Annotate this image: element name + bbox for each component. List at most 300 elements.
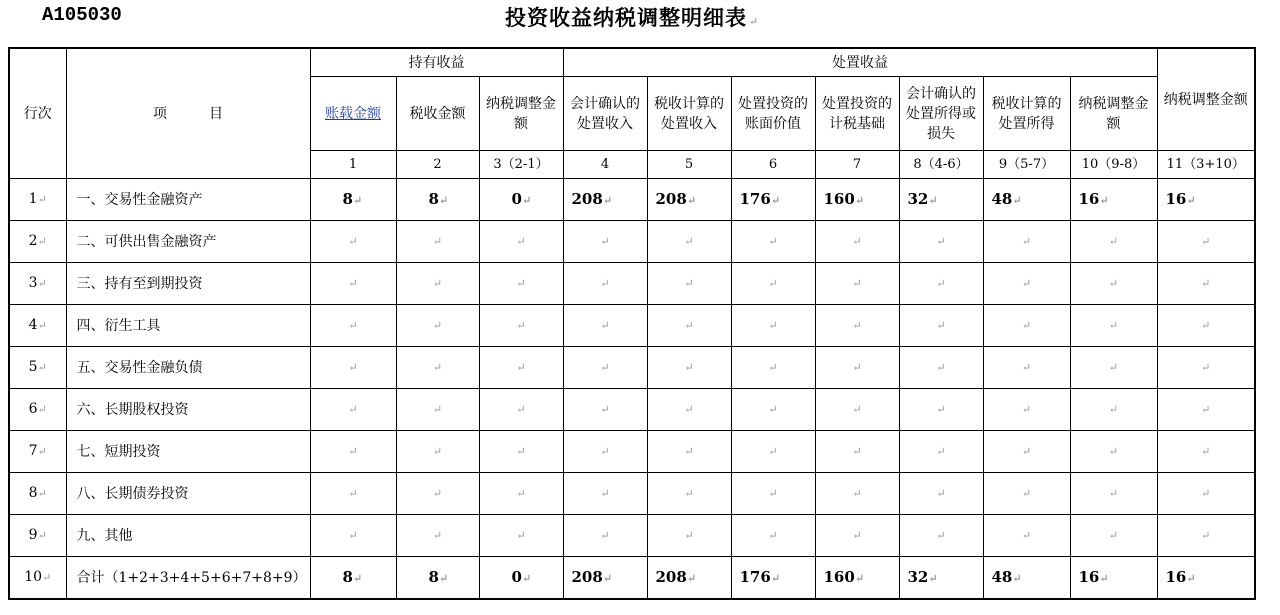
paragraph-mark: ↵: [348, 403, 358, 416]
paragraph-mark: ↵: [936, 319, 946, 332]
row-number: 2↵: [9, 221, 66, 263]
value-cell[interactable]: [310, 473, 396, 515]
paragraph-mark: ↵: [684, 529, 694, 542]
column-header-label: 处置投资的计税基础: [822, 95, 892, 132]
paragraph-mark: ↵: [1201, 277, 1211, 290]
paragraph-mark: ↵: [37, 235, 47, 248]
paragraph-mark: ↵: [1201, 445, 1211, 458]
value-cell[interactable]: 16↵: [1157, 557, 1255, 600]
value-cell[interactable]: [983, 515, 1070, 557]
paragraph-mark: ↵: [768, 277, 778, 290]
table-row: [9, 389, 1255, 431]
value-cell[interactable]: [899, 431, 983, 473]
value-cell[interactable]: 48↵: [983, 179, 1070, 221]
paragraph-mark: ↵: [1201, 403, 1211, 416]
value-cell[interactable]: 176↵: [731, 557, 815, 600]
value-cell[interactable]: [899, 347, 983, 389]
value-cell[interactable]: [1070, 431, 1157, 473]
paragraph-mark: ↵: [37, 445, 47, 458]
paragraph-mark: ↵: [1021, 235, 1032, 248]
table-row: [9, 305, 1255, 347]
column-header-1: [310, 77, 396, 151]
value-cell[interactable]: [731, 515, 815, 557]
row-item-label: 二、可供出售金融资产: [66, 221, 310, 263]
value-cell[interactable]: [815, 515, 899, 557]
column-header-label: 纳税调整金额: [486, 95, 556, 132]
value-cell[interactable]: [310, 431, 396, 473]
row-item-label: 八、长期债券投资: [66, 473, 310, 515]
column-header-label: 税收金额: [409, 105, 466, 122]
value-cell[interactable]: [815, 389, 899, 431]
table-row: [9, 557, 1255, 600]
value-cell[interactable]: 16↵: [1157, 179, 1255, 221]
value-cell[interactable]: [899, 389, 983, 431]
paragraph-mark: ↵: [1099, 193, 1109, 207]
paragraph-mark: ↵: [1186, 571, 1196, 585]
header-row-no: 行次: [9, 48, 66, 179]
paragraph-mark: ↵: [1201, 361, 1211, 374]
value-cell[interactable]: 8↵: [396, 179, 479, 221]
value-cell[interactable]: [396, 305, 479, 347]
paragraph-mark: ↵: [1021, 403, 1032, 416]
value-cell[interactable]: [479, 221, 563, 263]
value-cell[interactable]: [479, 515, 563, 557]
paragraph-mark: ↵: [348, 361, 358, 374]
paragraph-mark: ↵: [852, 403, 862, 416]
header-item: 项 目: [66, 48, 310, 179]
column-header-label: 会计确认的处置收入: [570, 95, 640, 132]
value-cell[interactable]: [563, 305, 647, 347]
value-cell[interactable]: [1157, 389, 1255, 431]
row-number: 3↵: [9, 263, 66, 305]
paragraph-mark: ↵: [1012, 571, 1022, 585]
value-cell[interactable]: [563, 431, 647, 473]
paragraph-mark: ↵: [37, 193, 47, 206]
value-cell[interactable]: [310, 515, 396, 557]
column-number-7: 7: [815, 151, 899, 179]
value-cell[interactable]: [563, 347, 647, 389]
paragraph-mark: ↵: [768, 445, 778, 458]
row-number: 7↵: [9, 431, 66, 473]
paragraph-mark: ↵: [1108, 403, 1119, 416]
paragraph-mark: ↵: [770, 571, 781, 585]
paragraph-mark: ↵: [684, 319, 694, 332]
value-cell[interactable]: [479, 347, 563, 389]
paragraph-mark: ↵: [521, 193, 532, 207]
paragraph-mark: ↵: [602, 193, 613, 207]
value-cell[interactable]: [815, 473, 899, 515]
row-item-label: 七、短期投资: [66, 431, 310, 473]
paragraph-mark: ↵: [852, 319, 862, 332]
column-number-4: 4: [563, 151, 647, 179]
paragraph-mark: ↵: [1021, 277, 1032, 290]
paragraph-mark: ↵: [600, 403, 610, 416]
paragraph-mark: ↵: [1021, 361, 1032, 374]
value-cell[interactable]: [563, 221, 647, 263]
value-cell[interactable]: [396, 263, 479, 305]
value-cell[interactable]: [563, 515, 647, 557]
page-title: [505, 2, 759, 32]
value-cell[interactable]: [731, 347, 815, 389]
paragraph-mark: ↵: [684, 277, 694, 290]
paragraph-mark: ↵: [432, 529, 443, 542]
column-header-3: [479, 77, 563, 151]
value-cell[interactable]: 208↵: [563, 179, 647, 221]
value-cell[interactable]: 208↵: [647, 179, 731, 221]
value-cell[interactable]: [899, 305, 983, 347]
value-cell[interactable]: [815, 431, 899, 473]
paragraph-mark: ↵: [348, 235, 358, 248]
value-cell[interactable]: [310, 305, 396, 347]
value-cell[interactable]: 32↵: [899, 179, 983, 221]
paragraph-mark: ↵: [1021, 445, 1032, 458]
column-header-5: [647, 77, 731, 151]
value-cell[interactable]: [563, 263, 647, 305]
value-cell[interactable]: [731, 473, 815, 515]
value-cell[interactable]: 16↵: [1070, 179, 1157, 221]
value-cell[interactable]: [396, 431, 479, 473]
value-cell[interactable]: [647, 263, 731, 305]
value-cell[interactable]: [1157, 431, 1255, 473]
paragraph-mark: ↵: [684, 361, 694, 374]
row-item-label: 五、交易性金融负债: [66, 347, 310, 389]
column-header-label: 账载金额: [325, 105, 381, 122]
paragraph-mark: ↵: [352, 193, 363, 207]
value-cell[interactable]: [983, 389, 1070, 431]
row-item-label: 六、长期股权投资: [66, 389, 310, 431]
row-number: 4↵: [9, 305, 66, 347]
value-cell[interactable]: [731, 305, 815, 347]
paragraph-mark: ↵: [1108, 487, 1119, 500]
paragraph-mark: ↵: [1108, 361, 1119, 374]
paragraph-mark: ↵: [37, 403, 47, 416]
value-cell[interactable]: [479, 473, 563, 515]
paragraph-mark: ↵: [432, 319, 443, 332]
paragraph-mark: ↵: [1201, 487, 1211, 500]
paragraph-mark: ↵: [770, 193, 781, 207]
paragraph-mark: ↵: [928, 571, 938, 585]
row-number: 8↵: [9, 473, 66, 515]
value-cell[interactable]: [479, 389, 563, 431]
paragraph-mark: ↵: [768, 403, 778, 416]
row-item-label: 四、衍生工具: [66, 305, 310, 347]
paragraph-mark: ↵: [684, 235, 694, 248]
value-cell[interactable]: [983, 305, 1070, 347]
value-cell[interactable]: [899, 473, 983, 515]
paragraph-mark: ↵: [1108, 445, 1119, 458]
row-number: 1↵: [9, 179, 66, 221]
row-item-label: 合计（1+2+3+4+5+6+7+8+9）: [66, 557, 310, 600]
paragraph-mark: ↵: [600, 277, 610, 290]
column-number-9: 9（5-7）: [983, 151, 1070, 179]
value-cell[interactable]: [1070, 515, 1157, 557]
value-cell[interactable]: [899, 263, 983, 305]
value-cell[interactable]: [396, 473, 479, 515]
value-cell[interactable]: [899, 515, 983, 557]
value-cell[interactable]: [1157, 305, 1255, 347]
value-cell[interactable]: [983, 473, 1070, 515]
paragraph-mark: ↵: [686, 571, 697, 585]
table-row: [9, 221, 1255, 263]
paragraph-mark: ↵: [438, 571, 449, 585]
column-number-5: 5: [647, 151, 731, 179]
paragraph-mark: ↵: [516, 487, 526, 500]
value-cell[interactable]: [1070, 347, 1157, 389]
paragraph-mark: ↵: [684, 445, 694, 458]
value-cell[interactable]: [731, 389, 815, 431]
investment-income-tax-adjustment-table: [8, 47, 1256, 600]
paragraph-mark: ↵: [936, 529, 946, 542]
value-cell[interactable]: [396, 515, 479, 557]
value-cell[interactable]: [1157, 263, 1255, 305]
paragraph-mark: ↵: [348, 277, 358, 290]
column-number-10: 10（9-8）: [1070, 151, 1157, 179]
value-cell[interactable]: [396, 389, 479, 431]
value-cell[interactable]: [983, 263, 1070, 305]
value-cell[interactable]: [479, 305, 563, 347]
paragraph-mark: ↵: [432, 235, 443, 248]
table-row: [9, 347, 1255, 389]
paragraph-mark: ↵: [600, 319, 610, 332]
value-cell[interactable]: [1070, 263, 1157, 305]
column-header-label: 会计确认的处置所得或损失: [906, 85, 976, 142]
paragraph-mark: ↵: [1108, 277, 1119, 290]
paragraph-mark: ↵: [600, 529, 610, 542]
paragraph-mark: ↵: [352, 571, 363, 585]
paragraph-mark: ↵: [432, 403, 443, 416]
value-cell[interactable]: [647, 473, 731, 515]
table-row: [9, 263, 1255, 305]
column-header-8: [899, 77, 983, 151]
paragraph-mark: ↵: [516, 235, 526, 248]
row-item-label: 三、持有至到期投资: [66, 263, 310, 305]
paragraph-mark: ↵: [432, 487, 443, 500]
column-header-4: [563, 77, 647, 151]
value-cell[interactable]: [815, 305, 899, 347]
paragraph-mark: ↵: [936, 403, 946, 416]
paragraph-mark: ↵: [854, 571, 865, 585]
header-holding-income: 持有收益: [310, 48, 563, 77]
value-cell[interactable]: [396, 347, 479, 389]
paragraph-mark: ↵: [936, 235, 946, 248]
column-header-label: 纳税调整金额: [1078, 95, 1149, 132]
value-cell[interactable]: 160↵: [815, 179, 899, 221]
value-cell[interactable]: [1070, 389, 1157, 431]
value-cell[interactable]: [983, 431, 1070, 473]
column-header-label: 税收计算的处置收入: [654, 95, 724, 132]
paragraph-mark: ↵: [1201, 319, 1211, 332]
value-cell[interactable]: 160↵: [815, 557, 899, 600]
paragraph-mark: ↵: [852, 235, 862, 248]
value-cell[interactable]: [731, 263, 815, 305]
header-disposal-income: 处置收益: [563, 48, 1157, 77]
column-number-1: 1: [310, 151, 396, 179]
value-cell[interactable]: [310, 263, 396, 305]
paragraph-mark: ↵: [600, 445, 610, 458]
value-cell[interactable]: 16↵: [1070, 557, 1157, 600]
paragraph-mark: ↵: [749, 15, 760, 28]
paragraph-mark: ↵: [854, 193, 865, 207]
paragraph-mark: ↵: [686, 193, 697, 207]
paragraph-mark: ↵: [852, 529, 862, 542]
value-cell[interactable]: [815, 347, 899, 389]
value-cell[interactable]: [647, 305, 731, 347]
row-number: 10↵: [9, 557, 66, 600]
paragraph-mark: ↵: [42, 571, 52, 584]
paragraph-mark: ↵: [37, 361, 47, 374]
value-cell[interactable]: 208↵: [563, 557, 647, 600]
column-number-8: 8（4-6）: [899, 151, 983, 179]
paragraph-mark: ↵: [768, 319, 778, 332]
paragraph-mark: ↵: [936, 487, 946, 500]
paragraph-mark: ↵: [852, 445, 862, 458]
value-cell[interactable]: [647, 389, 731, 431]
value-cell[interactable]: 48↵: [983, 557, 1070, 600]
value-cell[interactable]: [647, 347, 731, 389]
value-cell[interactable]: [731, 431, 815, 473]
value-cell[interactable]: [815, 221, 899, 263]
paragraph-mark: ↵: [348, 319, 358, 332]
value-cell[interactable]: [396, 221, 479, 263]
value-cell[interactable]: 0↵: [479, 179, 563, 221]
title-text: 投资收益纳税调整明细表: [505, 5, 747, 30]
paragraph-mark: ↵: [516, 403, 526, 416]
column-header-7: [815, 77, 899, 151]
paragraph-mark: ↵: [1201, 235, 1211, 248]
paragraph-mark: ↵: [1108, 235, 1119, 248]
paragraph-mark: ↵: [852, 277, 862, 290]
table-row: [9, 179, 1255, 221]
value-cell[interactable]: [563, 473, 647, 515]
paragraph-mark: ↵: [37, 319, 47, 332]
value-cell[interactable]: [899, 221, 983, 263]
paragraph-mark: ↵: [600, 235, 610, 248]
column-number-11: 11（3+10）: [1157, 151, 1255, 179]
value-cell[interactable]: [1157, 221, 1255, 263]
column-header-6: [731, 77, 815, 151]
value-cell[interactable]: 8↵: [310, 557, 396, 600]
column-number-3: 3（2-1）: [479, 151, 563, 179]
paragraph-mark: ↵: [432, 445, 443, 458]
column-number-2: 2: [396, 151, 479, 179]
value-cell[interactable]: [1070, 305, 1157, 347]
paragraph-mark: ↵: [684, 403, 694, 416]
value-cell[interactable]: [1157, 347, 1255, 389]
paragraph-mark: ↵: [768, 361, 778, 374]
value-cell[interactable]: [1070, 473, 1157, 515]
paragraph-mark: ↵: [1099, 571, 1109, 585]
value-cell[interactable]: [479, 263, 563, 305]
paragraph-mark: ↵: [1108, 529, 1119, 542]
paragraph-mark: ↵: [1012, 193, 1022, 207]
paragraph-mark: ↵: [852, 487, 862, 500]
value-cell[interactable]: [479, 431, 563, 473]
value-cell[interactable]: 32↵: [899, 557, 983, 600]
value-cell[interactable]: [647, 221, 731, 263]
form-code: A105030: [42, 4, 122, 26]
value-cell[interactable]: [310, 347, 396, 389]
paragraph-mark: ↵: [516, 277, 526, 290]
paragraph-mark: ↵: [768, 487, 778, 500]
row-number: 5↵: [9, 347, 66, 389]
paragraph-mark: ↵: [516, 529, 526, 542]
value-cell[interactable]: 176↵: [731, 179, 815, 221]
paragraph-mark: ↵: [348, 445, 358, 458]
paragraph-mark: ↵: [516, 319, 526, 332]
value-cell[interactable]: 0↵: [479, 557, 563, 600]
value-cell[interactable]: [310, 389, 396, 431]
paragraph-mark: ↵: [852, 361, 862, 374]
column-header-9: [983, 77, 1070, 151]
paragraph-mark: ↵: [936, 277, 946, 290]
header-tax-adjust-total: 纳税调整金额: [1157, 48, 1255, 151]
value-cell[interactable]: 8↵: [396, 557, 479, 600]
paragraph-mark: ↵: [432, 361, 443, 374]
paragraph-mark: ↵: [602, 571, 613, 585]
table-row: [9, 473, 1255, 515]
row-number: 6↵: [9, 389, 66, 431]
table-row: [9, 515, 1255, 557]
paragraph-mark: ↵: [432, 277, 443, 290]
paragraph-mark: ↵: [37, 277, 47, 290]
value-cell[interactable]: [310, 221, 396, 263]
value-cell[interactable]: [983, 347, 1070, 389]
paragraph-mark: ↵: [1021, 529, 1032, 542]
value-cell[interactable]: [1157, 515, 1255, 557]
value-cell[interactable]: 8↵: [310, 179, 396, 221]
paragraph-mark: ↵: [438, 193, 449, 207]
paragraph-mark: ↵: [1186, 193, 1196, 207]
paragraph-mark: ↵: [1021, 319, 1032, 332]
paragraph-mark: ↵: [1201, 529, 1211, 542]
column-number-6: 6: [731, 151, 815, 179]
paragraph-mark: ↵: [936, 445, 946, 458]
value-cell[interactable]: 208↵: [647, 557, 731, 600]
paragraph-mark: ↵: [600, 487, 610, 500]
paragraph-mark: ↵: [348, 529, 358, 542]
paragraph-mark: ↵: [1108, 319, 1119, 332]
value-cell[interactable]: [1070, 221, 1157, 263]
column-header-10: [1070, 77, 1157, 151]
paragraph-mark: ↵: [928, 193, 938, 207]
paragraph-mark: ↵: [516, 445, 526, 458]
paragraph-mark: ↵: [521, 571, 532, 585]
column-header-label: 处置投资的账面价值: [738, 95, 808, 132]
paragraph-mark: ↵: [936, 361, 946, 374]
value-cell[interactable]: [1157, 473, 1255, 515]
value-cell[interactable]: [563, 389, 647, 431]
paragraph-mark: ↵: [768, 235, 778, 248]
paragraph-mark: ↵: [1021, 487, 1032, 500]
column-header-label: 税收计算的处置所得: [991, 95, 1062, 132]
value-cell[interactable]: [815, 263, 899, 305]
paragraph-mark: ↵: [37, 487, 47, 500]
paragraph-mark: ↵: [516, 361, 526, 374]
row-number: 9↵: [9, 515, 66, 557]
value-cell[interactable]: [731, 221, 815, 263]
paragraph-mark: ↵: [768, 529, 778, 542]
value-cell[interactable]: [983, 221, 1070, 263]
paragraph-mark: ↵: [37, 529, 47, 542]
row-item-label: 九、其他: [66, 515, 310, 557]
column-header-2: [396, 77, 479, 151]
paragraph-mark: ↵: [600, 361, 610, 374]
paragraph-mark: ↵: [684, 487, 694, 500]
value-cell[interactable]: [647, 515, 731, 557]
value-cell[interactable]: [647, 431, 731, 473]
row-item-label: 一、交易性金融资产: [66, 179, 310, 221]
table-row: [9, 431, 1255, 473]
